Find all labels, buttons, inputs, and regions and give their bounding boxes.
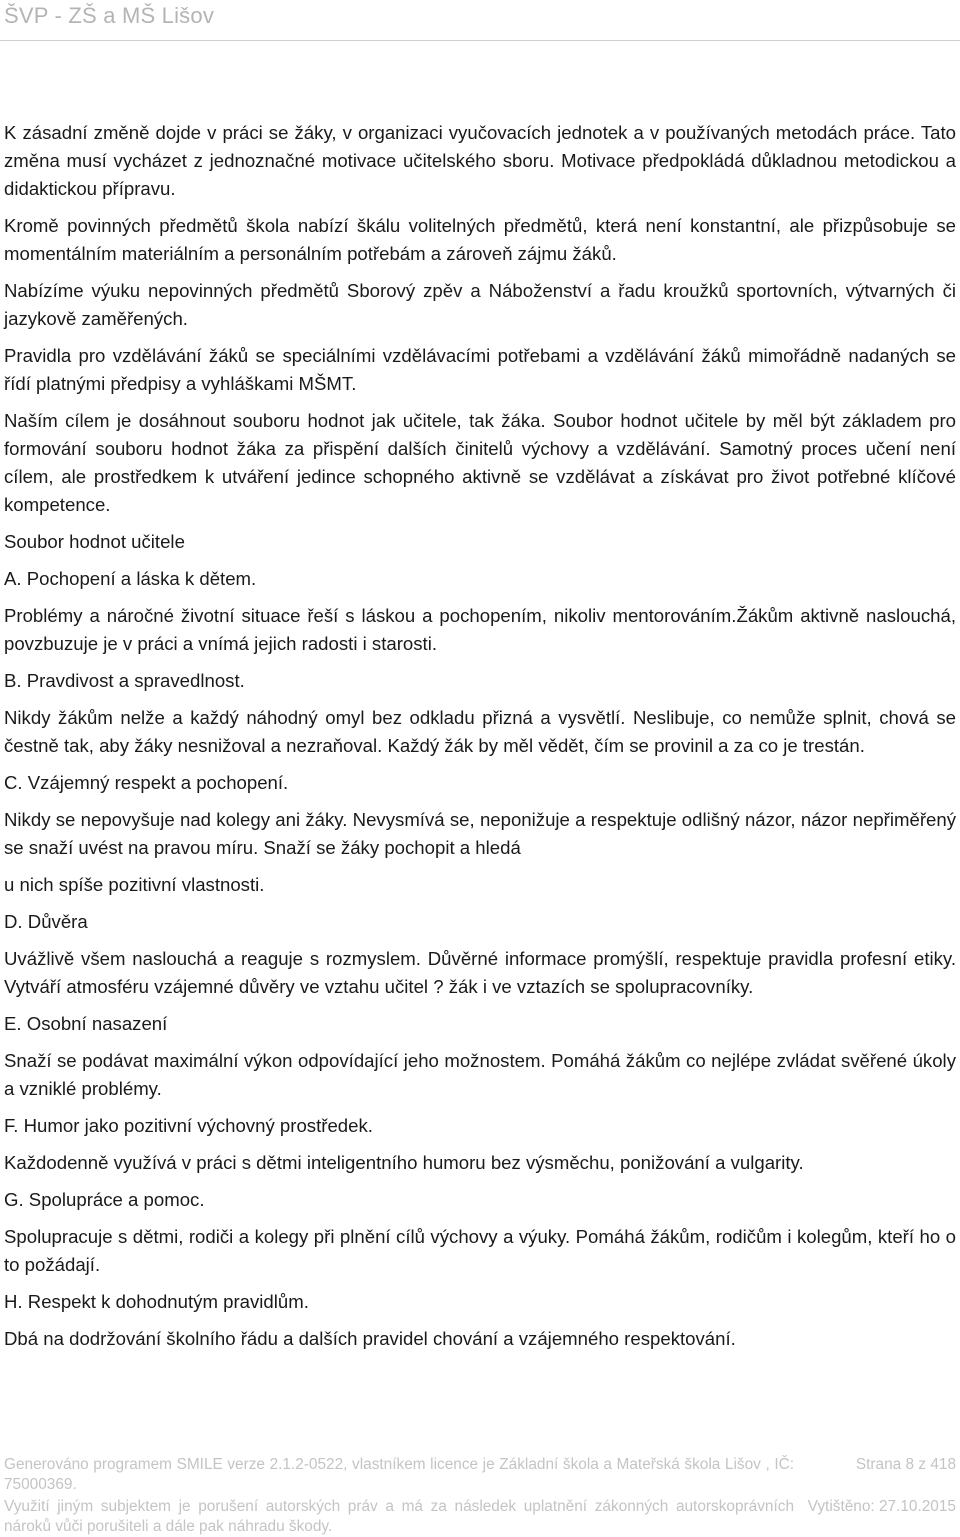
section-heading: H. Respekt k dohodnutým pravidlům. — [4, 1291, 309, 1312]
body-paragraph: Nikdy žákům nelže a každý náhodný omyl bez odkladu přizná a vysvětlí. Neslibuje, co nemůže splnit, chová se čestně tak, aby žáky nesnižoval a nezraňoval. Každý žák by měl vědět, čím se provinil a za co je trestán. — [4, 707, 956, 756]
section-heading: u nich spíše pozitivní vlastnosti. — [4, 874, 265, 895]
section-heading: E. Osobní nasazení — [4, 1013, 168, 1034]
footer-row-copyright — [4, 1497, 956, 1537]
body-paragraph: Naším cílem je dosáhnout souboru hodnot jak učitele, tak žáka. Soubor hodnot učitele by měl být základem pro formování souboru hodnot žáka za přispění dalších činitelů výchovy a vzdělávání. Samotný proces učení není cílem, ale prostředkem k utváření jedince schopného aktivně se vzdělávat a získávat pro život potřebné klíčové kompetence. — [4, 410, 956, 515]
footer-row-license — [4, 1455, 956, 1495]
footer-copyright-text: Využití jiným subjektem je porušení autorských práv a má za následek uplatnění zákonných autorskoprávních nároků vůči porušiteli a dále pak náhradu škody. — [4, 1498, 794, 1535]
body-paragraph: Nikdy se nepovyšuje nad kolegy ani žáky. Nevysmívá se, neponižuje a respektuje odlišný názor, názor nepřiměřený se snaží uvést na pravou míru. Snaží se žáky pochopit a hledá — [4, 809, 956, 858]
section-heading: F. Humor jako pozitivní výchovný prostředek. — [4, 1115, 373, 1136]
section-heading: Soubor hodnot učitele — [4, 531, 185, 552]
page-footer — [4, 1455, 956, 1537]
section-heading: G. Spolupráce a pomoc. — [4, 1189, 205, 1210]
body-paragraph: Problémy a náročné životní situace řeší s láskou a pochopením, nikoliv mentorováním.Žákům aktivně naslouchá, povzbuzuje je v práci a vnímá jejich radosti i starosti. — [4, 605, 956, 654]
body-paragraph: Pravidla pro vzdělávání žáků se speciálními vzdělávacími potřebami a vzdělávání žáků mimořádně nadaných se řídí platnými předpisy a vyhláškami MŠMT. — [4, 345, 956, 394]
footer-print-date: Vytištěno: 27.10.2015 — [807, 1498, 956, 1515]
section-heading: A. Pochopení a láska k dětem. — [4, 568, 257, 589]
header-divider — [0, 40, 960, 41]
body-paragraph: Kromě povinných předmětů škola nabízí škálu volitelných předmětů, která není konstantní, ale přizpůsobuje se momentálním materiálním a personálním potřebám a zároveň zájmu žáků. — [4, 215, 956, 264]
body-paragraph: Uvážlivě všem naslouchá a reaguje s rozmyslem. Důvěrné informace promýšlí, respektuje pravidla profesní etiky. Vytváří atmosféru vzájemné důvěry ve vztahu učitel ? žák i ve vztazích se spolupracovníky. — [4, 948, 956, 997]
footer-page-number: Strana 8 z 418 — [855, 1456, 956, 1473]
page-header-title: ŠVP - ZŠ a MŠ Lišov — [4, 3, 215, 28]
section-heading: C. Vzájemný respekt a pochopení. — [4, 772, 289, 793]
section-heading: B. Pravdivost a spravedlnost. — [4, 670, 245, 691]
footer-generated-text: Generováno programem SMILE verze 2.1.2-0522, vlastníkem licence je Základní škola a Mateřská škola Lišov , IČ: 75000369. — [4, 1456, 794, 1493]
document-body — [4, 119, 956, 1362]
body-paragraph: Nabízíme výuku nepovinných předmětů Sborový zpěv a Náboženství a řadu kroužků sportovních, výtvarných či jazykově zaměřených. — [4, 280, 956, 329]
body-paragraph: Každodenně využívá v práci s dětmi inteligentního humoru bez výsměchu, ponižování a vulgarity. — [4, 1152, 804, 1173]
body-paragraph: Spolupracuje s dětmi, rodiči a kolegy při plnění cílů výchovy a výuky. Pomáhá žákům, rodičům i kolegům, kteří ho o to požádají. — [4, 1226, 956, 1275]
body-paragraph: K zásadní změně dojde v práci se žáky, v organizaci vyučovacích jednotek a v používaných metodách práce. Tato změna musí vycházet z jednoznačné motivace učitelského sboru. Motivace předpokládá důkladnou metodickou a didaktickou přípravu. — [4, 122, 956, 199]
body-paragraph: Snaží se podávat maximální výkon odpovídající jeho možnostem. Pomáhá žákům co nejlépe zvládat svěřené úkoly a vzniklé problémy. — [4, 1050, 956, 1099]
section-heading: Dbá na dodržování školního řádu a dalších pravidel chování a vzájemného respektování. — [4, 1328, 736, 1349]
section-heading: D. Důvěra — [4, 911, 88, 932]
